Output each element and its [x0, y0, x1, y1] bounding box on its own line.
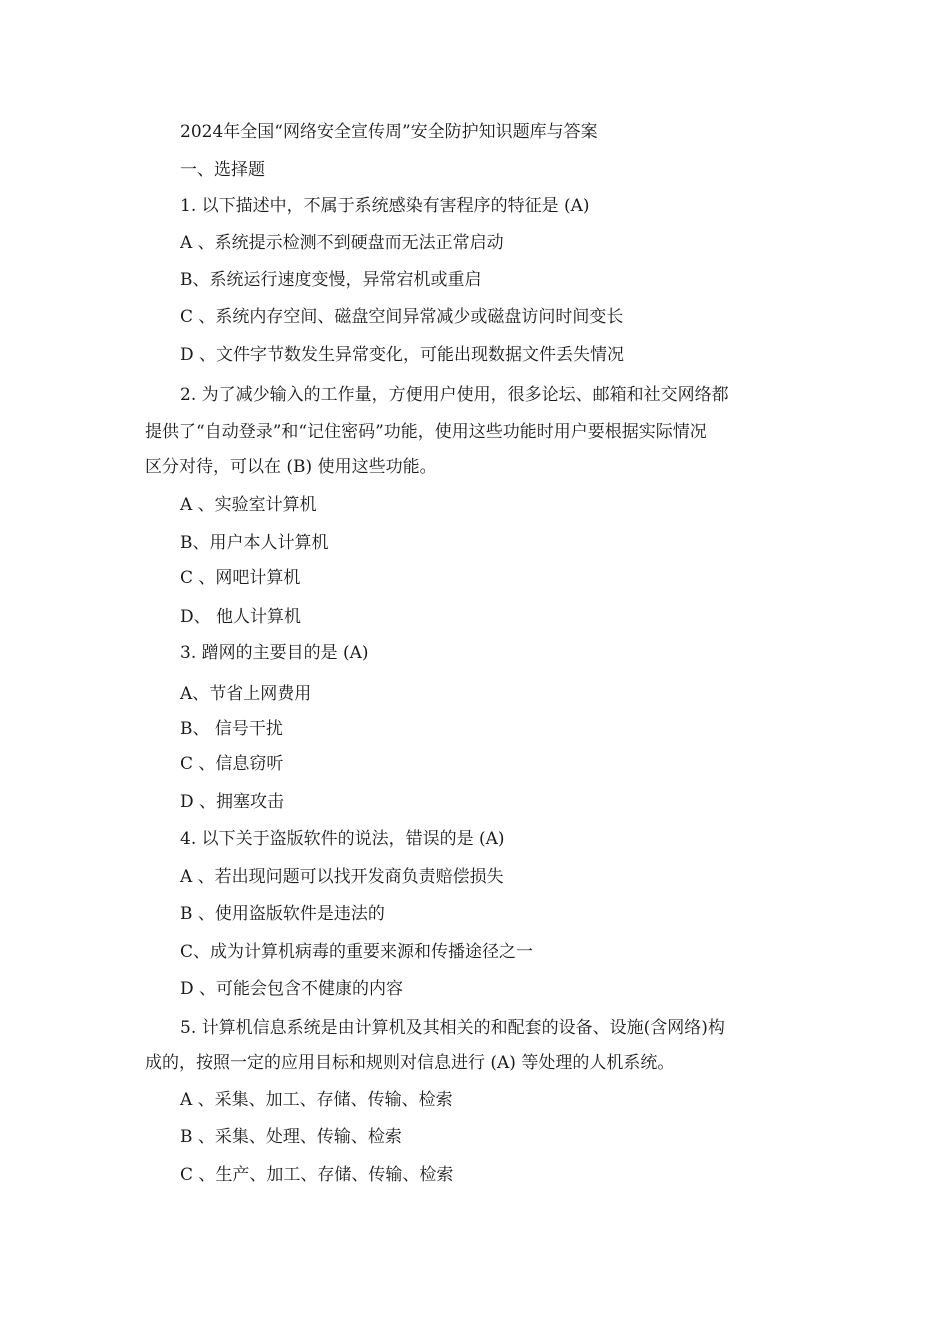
question-5-option-c: C 、生产、加工、存储、传输、检索: [180, 1165, 454, 1185]
question-2-stem-continued: 区分对待，可以在 (B) 使用这些功能。: [145, 457, 437, 477]
question-1-stem: 1. 以下描述中，不属于系统感染有害程序的特征是 (A): [180, 196, 590, 216]
question-5-option-a: A 、采集、加工、存储、传输、检索: [180, 1090, 453, 1110]
question-5-stem: 5. 计算机信息系统是由计算机及其相关的和配套的设备、设施(含网络)构: [180, 1018, 725, 1038]
question-1-option-b: B、系统运行速度变慢，异常宕机或重启: [180, 270, 482, 290]
question-1-option-a: A 、系统提示检测不到硬盘而无法正常启动: [180, 233, 504, 253]
document-title: 2024年全国“网络安全宣传周”安全防护知识题库与答案: [180, 122, 598, 142]
question-2-option-b: B、用户本人计算机: [180, 533, 329, 553]
question-2-option-a: A 、实验室计算机: [180, 495, 317, 515]
question-1-option-d: D 、文件字节数发生异常变化，可能出现数据文件丢失情况: [180, 345, 625, 365]
question-2-stem-continued: 提供了“自动登录”和“记住密码”功能，使用这些功能时用户要根据实际情况: [145, 422, 707, 442]
question-4-option-a: A 、若出现问题可以找开发商负责赔偿损失: [180, 867, 504, 887]
question-3-option-b: B、 信号干扰: [180, 719, 283, 739]
question-5-option-b: B 、采集、处理、传输、检索: [180, 1127, 402, 1147]
question-4-option-d: D 、可能会包含不健康的内容: [180, 979, 404, 999]
question-3-option-c: C 、信息窃听: [180, 754, 284, 774]
question-4-option-b: B 、使用盗版软件是违法的: [180, 904, 385, 924]
question-4-option-c: C、成为计算机病毒的重要来源和传播途径之一: [180, 942, 534, 962]
question-4-stem: 4. 以下关于盗版软件的说法，错误的是 (A): [180, 829, 505, 849]
question-3-stem: 3. 蹭网的主要目的是 (A): [180, 643, 369, 663]
question-2-option-d: D、 他人计算机: [180, 607, 302, 627]
question-5-stem-continued: 成的，按照一定的应用目标和规则对信息进行 (A) 等处理的人机系统。: [145, 1053, 675, 1073]
question-2-stem: 2. 为了减少输入的工作量，方便用户使用，很多论坛、邮箱和社交网络都: [180, 385, 729, 405]
question-2-option-c: C 、网吧计算机: [180, 568, 301, 588]
question-3-option-a: A、节省上网费用: [180, 684, 312, 704]
question-1-option-c: C 、系统内存空间、磁盘空间异常减少或磁盘访问时间变长: [180, 307, 624, 327]
question-3-option-d: D 、拥塞攻击: [180, 792, 285, 812]
section-heading: 一、选择题: [180, 160, 265, 180]
